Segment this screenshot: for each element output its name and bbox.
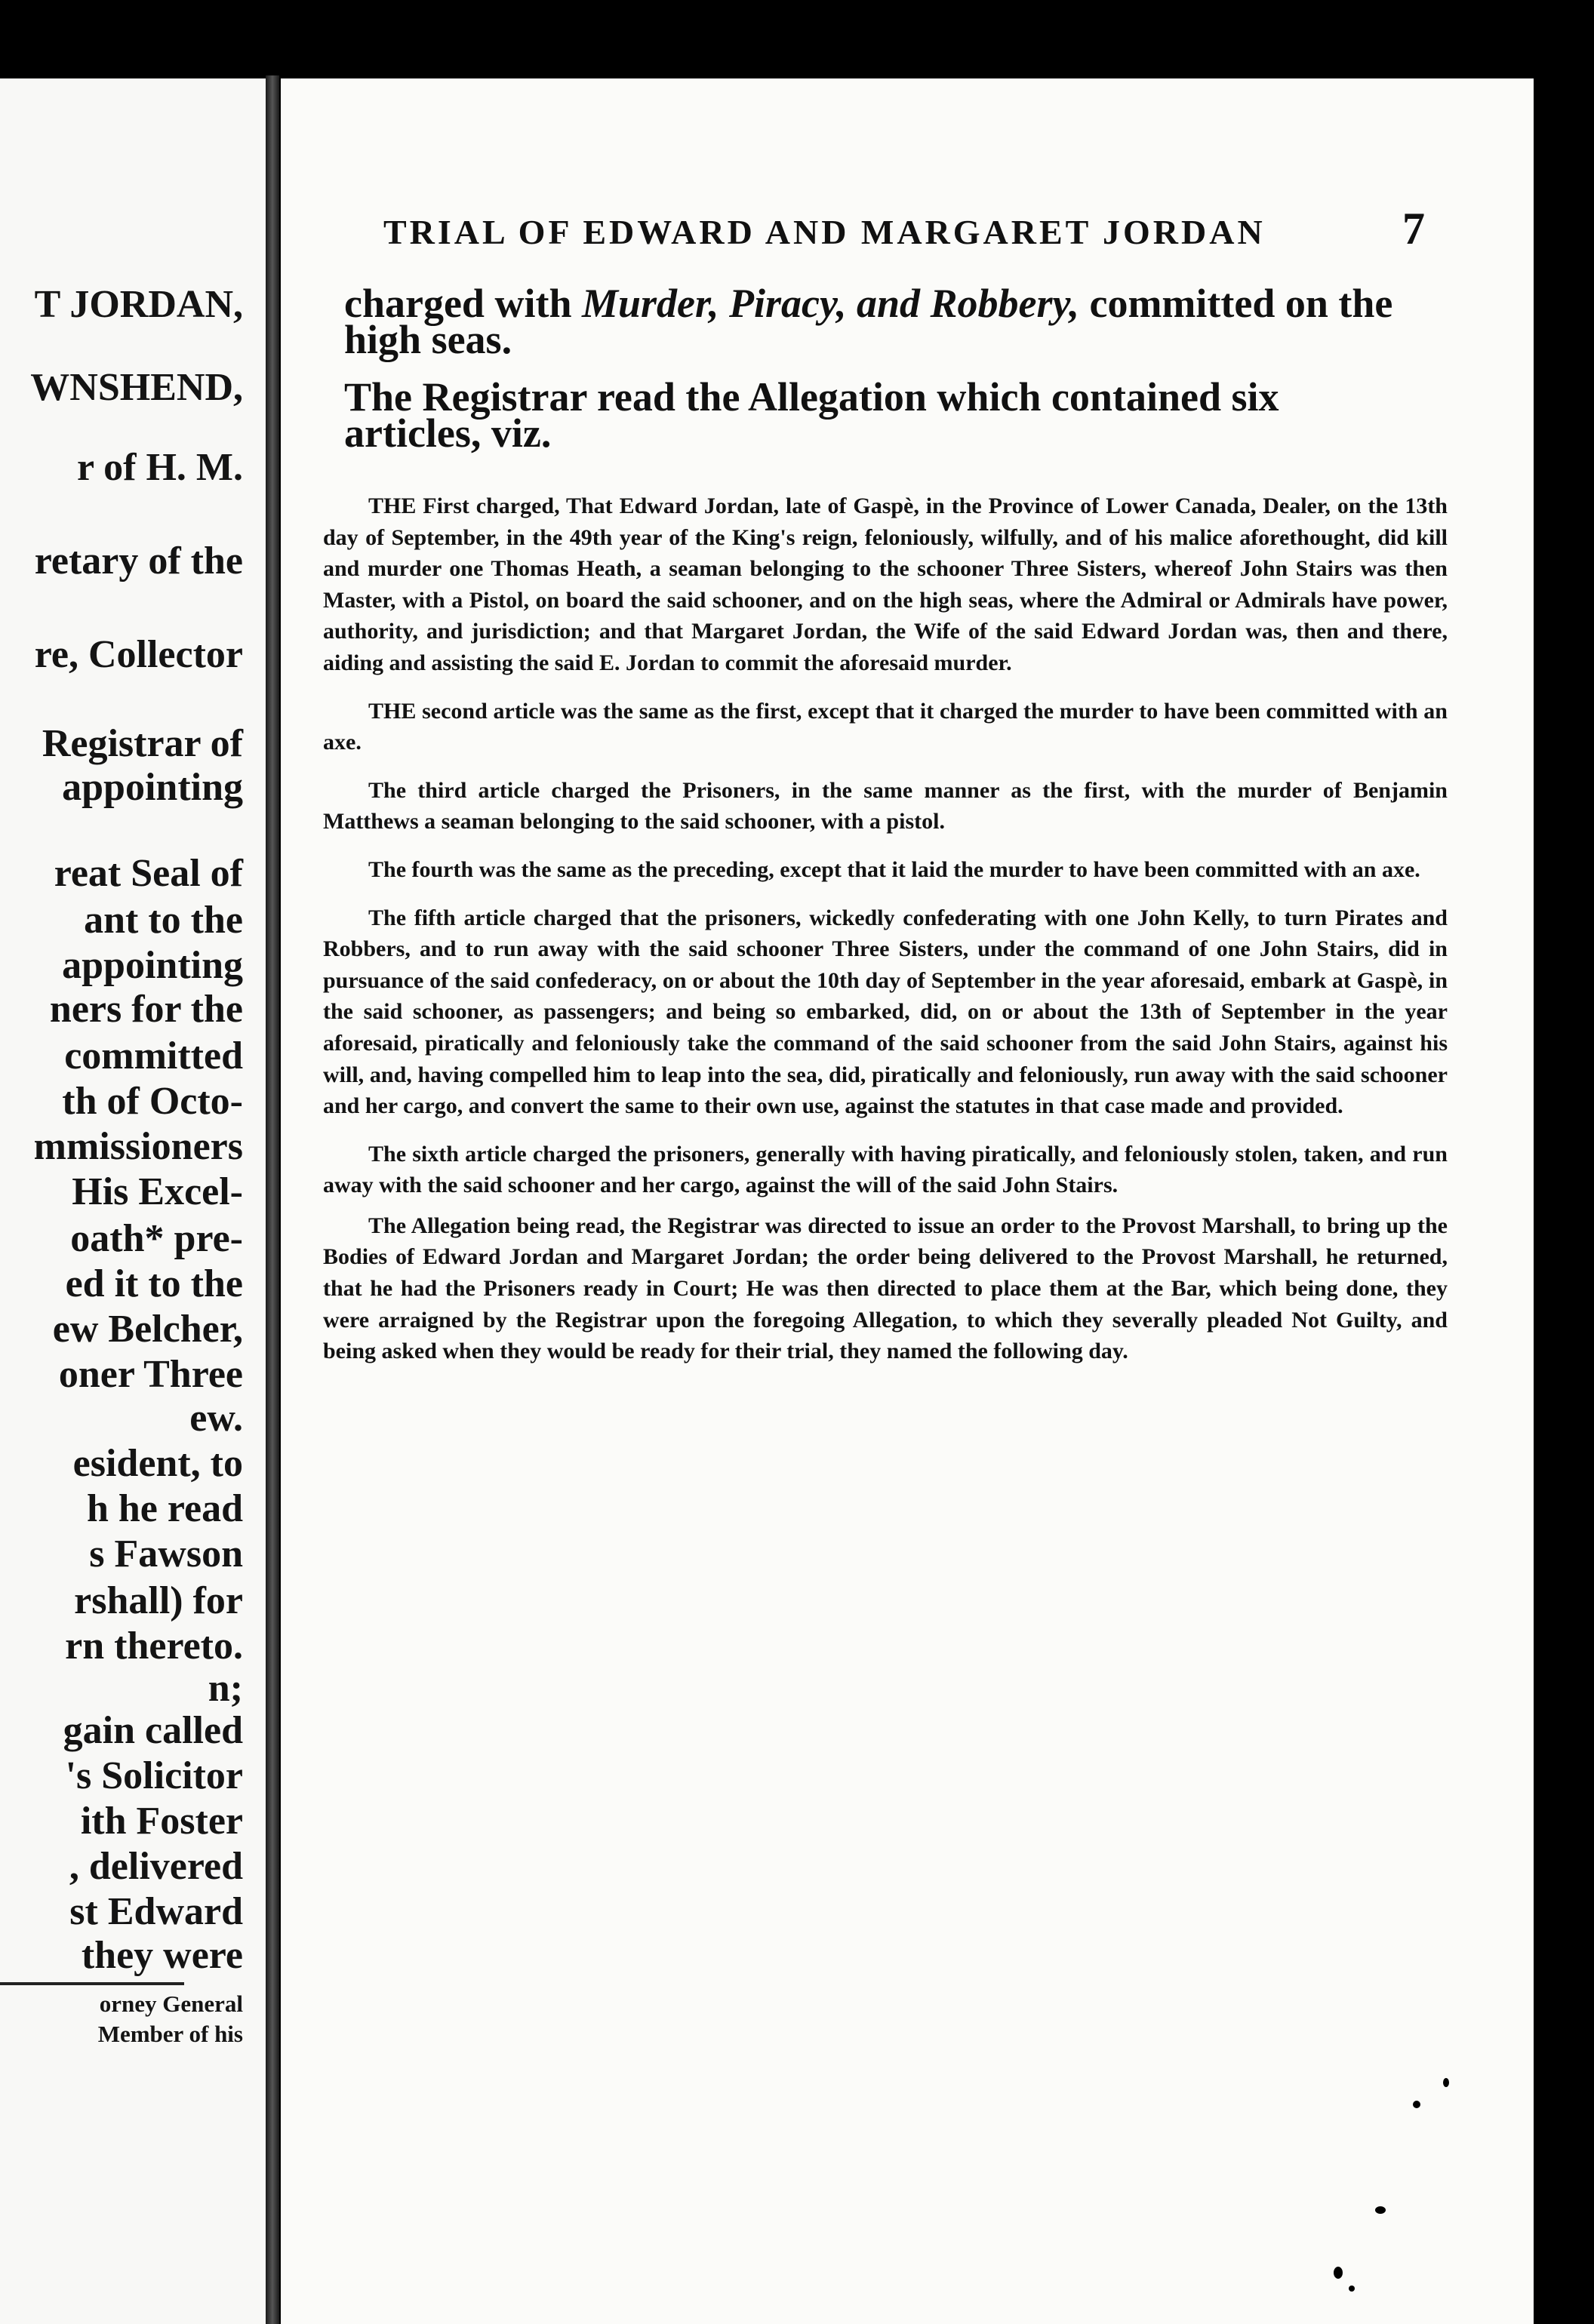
lead-part: charged with <box>344 281 582 326</box>
left-page-line: , delivered <box>69 1845 243 1888</box>
left-page-line: re, Collector <box>34 633 243 676</box>
left-page-line: esident, to <box>72 1442 243 1485</box>
lead-charges: Murder, Piracy, and Robbery, <box>581 281 1079 326</box>
article-third: The third article charged the Prisoners, in the same manner as the first, with the murder of Benjamin Matthews a seaman belonging to the said schooner, with a pistol. <box>323 777 1448 835</box>
left-page-line: ant to the <box>84 899 243 942</box>
left-page-line: ew. <box>189 1397 243 1440</box>
left-page-line: st Edward <box>69 1890 243 1933</box>
left-page-line: ners for the <box>49 988 243 1031</box>
lead-sentence <box>344 281 1416 362</box>
scan-speck <box>1413 2101 1420 2108</box>
left-page-line: oath* pre- <box>70 1217 243 1260</box>
article-fifth: The fifth article charged that the prisoners, wickedly confederating with one John Kelly, to turn Pirates and Robbers, and to run away with the said schooner Three Sisters, under the command of one John Stairs, did in pursuance of the said confederacy, on or about the 10th day of September in the year aforesaid, embark at Gaspè, in the said schooner, as passengers; and being so embarked, did, on or about the 13th of September in the year aforesaid, piratically and feloniously take the command of the said schooner from the said John Stairs, against his will, and, having compelled him to leap into the sea, did, piratically and feloniously, run away with the said schooner and her cargo, and convert the same to their own use, against the statutes in that case made and provided. <box>323 905 1448 1119</box>
left-page-line: rshall) for <box>74 1579 243 1622</box>
book-gutter <box>266 75 279 2324</box>
left-page-footnote-line: Member of his <box>97 2021 243 2047</box>
left-facing-page <box>0 78 266 2324</box>
arraignment-paragraph: The Allegation being read, the Registrar was directed to issue an order to the Provost Marshall, to bring up the Bodies of Edward Jordan and Margaret Jordan; the order being delivered to the Provost Marshall, he returned, that he had the Prisoners ready in Court; He was then directed to place them at the Bar, which being done, they were arraigned by the Registrar upon the foregoing Allegation, to which they severally pleaded Not Guilty, and being asked when they would be ready for their trial, they named the following day. <box>323 1213 1448 1364</box>
left-page-line: rn thereto. <box>65 1625 243 1668</box>
left-page-line: ew Belcher, <box>52 1308 243 1351</box>
left-page-line: ed it to the <box>65 1262 243 1305</box>
left-page-line: Registrar of <box>42 722 243 765</box>
left-page-line: committed <box>64 1034 243 1077</box>
scan-speck <box>1334 2267 1343 2279</box>
article-sixth: The sixth article charged the prisoners, generally with having piratically, and feloniously stolen, taken, and run away with the said schooner and her cargo, against the will of the said John Stairs. <box>323 1141 1448 1198</box>
left-page-line: appointing <box>62 766 243 809</box>
left-page-line: His Excel- <box>72 1170 243 1213</box>
allegation-articles <box>323 490 1448 1367</box>
left-page-line: reat Seal of <box>54 852 243 895</box>
left-page-line: appointing <box>62 944 243 987</box>
left-page-line: ith Foster <box>80 1800 243 1843</box>
scan-speck <box>1349 2286 1355 2292</box>
left-page-line: gain called <box>63 1709 243 1752</box>
lead-part: committed on the high seas. <box>344 281 1393 362</box>
footnote-rule <box>0 1982 184 1985</box>
article-second: THE second article was the same as the first, except that it charged the murder to have been committed with an axe. <box>323 698 1448 755</box>
right-page <box>281 78 1534 2324</box>
left-page-line: T JORDAN, <box>34 283 243 326</box>
scan-speck <box>1443 2078 1449 2087</box>
article-fourth: The fourth was the same as the preceding, except that it laid the murder to have been committed with an axe. <box>368 856 1420 882</box>
scan-speck <box>1375 2206 1386 2214</box>
left-page-line: retary of the <box>34 540 243 583</box>
left-page-line: r of H. M. <box>77 446 243 489</box>
article-first: THE First charged, That Edward Jordan, late of Gaspè, in the Province of Lower Canada, Dealer, on the 13th day of September, in the 49th year of the King's reign, feloniously, wilfully, and of his malice aforethought, did kill and murder one Thomas Heath, a seaman belonging to the schooner Three Sisters, whereof John Stairs was then Master, with a Pistol, on board the said schooner, and on the high seas, where the Admiral or Admirals have power, authority, and jurisdiction; and that Margaret Jordan, the Wife of the said Edward Jordan was, then and there, aiding and assisting the said E. Jordan to commit the aforesaid murder. <box>323 493 1448 675</box>
left-page-line: 's Solicitor <box>65 1754 243 1797</box>
left-page-footnote-line: orney General <box>99 1990 243 2017</box>
section-heading: The Registrar read the Allegation which contained six articles, viz. <box>344 374 1279 456</box>
left-page-line: WNSHEND, <box>30 366 243 409</box>
running-head-title: TRIAL OF EDWARD AND MARGARET JORDAN <box>383 213 1266 251</box>
left-page-line: th of Octo- <box>62 1080 243 1123</box>
left-page-line: oner Three <box>58 1353 243 1396</box>
left-page-line: they were <box>81 1934 243 1977</box>
left-page-line: h he read <box>86 1487 243 1530</box>
left-page-line: s Fawson <box>89 1532 243 1575</box>
left-page-line: n; <box>208 1667 243 1710</box>
running-head <box>383 203 1425 255</box>
page-number: 7 <box>1402 204 1425 254</box>
left-page-line: mmissioners <box>33 1125 243 1168</box>
